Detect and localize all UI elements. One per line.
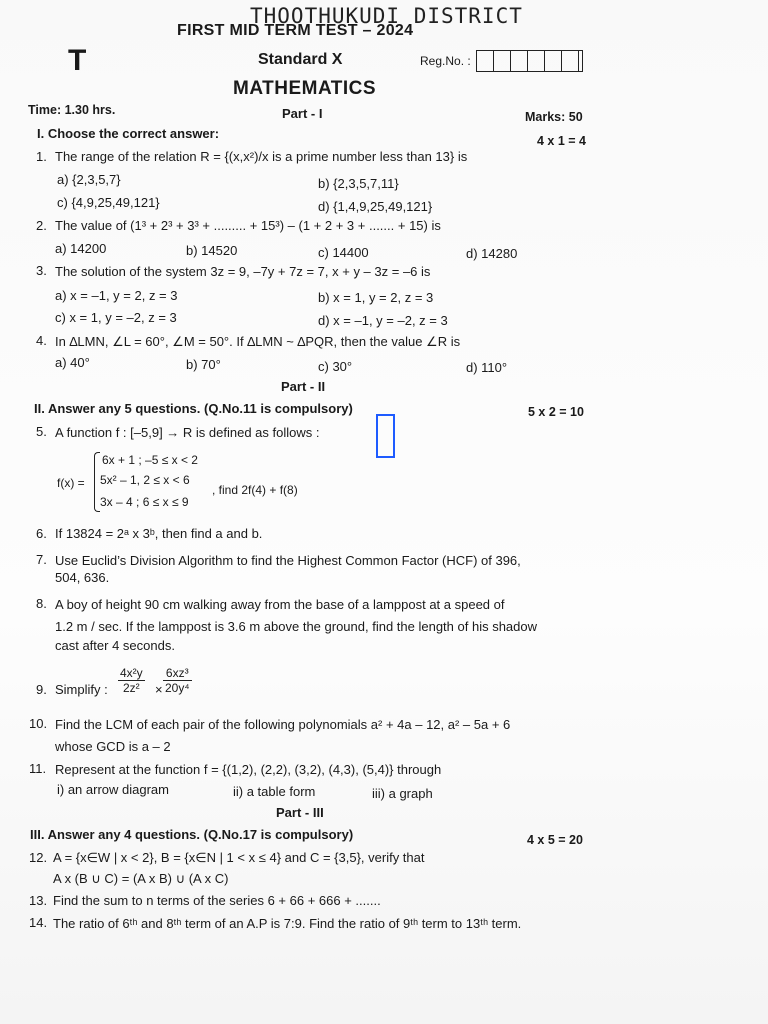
handwritten-district: THOOTHUKUDI DISTRICT — [250, 4, 523, 28]
question-text: Find the LCM of each pair of the following polynomials a² + 4a – 12, a² – 5a + 6 — [55, 717, 511, 732]
part1-instruction: I. Choose the correct answer: — [37, 126, 220, 141]
question-text: A boy of height 90 cm walking away from the base of a lamppost at a speed of — [55, 597, 505, 612]
question-text: The value of (1³ + 2³ + 3³ + ......... + 15³) – (1 + 2 + 3 + ....... + 15) is — [55, 218, 441, 233]
fraction-numerator: 6xz³ — [163, 666, 192, 681]
option-d: d) 14280 — [466, 246, 518, 261]
part2-title: Part - II — [281, 379, 326, 394]
option-d: d) {1,4,9,25,49,121} — [318, 199, 433, 214]
question-number: 4. — [36, 333, 47, 348]
question-number: 1. — [36, 149, 47, 164]
question-number: 6. — [36, 526, 47, 541]
option-c: c) {4,9,25,49,121} — [57, 195, 160, 210]
times-sign: × — [155, 682, 163, 697]
question-text: The solution of the system 3z = 9, –7y + 7z = 7, x + y – 3z = –6 is — [55, 264, 431, 279]
option-b: b) {2,3,5,7,11} — [318, 176, 399, 191]
part1-marks: 4 x 1 = 4 — [537, 134, 586, 148]
marks-label: Marks: 50 — [525, 110, 583, 124]
time-label: Time: 1.30 hrs. — [28, 103, 116, 117]
question-number: 7. — [36, 552, 47, 567]
sub-option-iii: iii) a graph — [372, 786, 433, 801]
reg-no-label: Reg.No. : — [420, 54, 471, 68]
part3-title: Part - III — [276, 805, 324, 820]
question-text: A function f : [–5,9] → R is defined as follows : — [55, 425, 320, 440]
question-text-cont: A x (B ∪ C) = (A x B) ∪ (A x C) — [53, 871, 229, 886]
question-number: 3. — [36, 263, 47, 278]
part2-instruction: II. Answer any 5 questions. (Q.No.11 is compulsory) — [34, 401, 353, 416]
sub-option-i: i) an arrow diagram — [57, 782, 169, 797]
piecewise-case: 6x + 1 ; –5 ≤ x < 2 — [102, 453, 198, 467]
option-d: d) 110° — [466, 360, 508, 375]
question-number: 14. — [29, 915, 48, 930]
question-text: The ratio of 6ᵗʰ and 8ᵗʰ term of an A.P is 7:9. Find the ratio of 9ᵗʰ term to 13ᵗʰ term. — [53, 916, 522, 931]
piecewise-tail: , find 2f(4) + f(8) — [212, 483, 298, 497]
question-number: 13. — [29, 893, 48, 908]
question-number: 5. — [36, 424, 47, 439]
sub-option-ii: ii) a table form — [233, 784, 316, 799]
question-text-cont: whose GCD is a – 2 — [55, 739, 171, 754]
option-a: a) 40° — [55, 355, 90, 370]
question-number: 8. — [36, 596, 47, 611]
piecewise-case: 3x – 4 ; 6 ≤ x ≤ 9 — [100, 495, 189, 509]
fraction-denominator: 2z² — [123, 681, 140, 695]
option-a: a) x = –1, y = 2, z = 3 — [55, 288, 178, 303]
part3-instruction: III. Answer any 4 questions. (Q.No.17 is compulsory) — [30, 827, 354, 842]
option-a: a) {2,3,5,7} — [57, 172, 121, 187]
question-text: The range of the relation R = {(x,x²)/x is a prime number less than 13} is — [55, 149, 468, 164]
option-b: b) x = 1, y = 2, z = 3 — [318, 290, 434, 305]
question-text: In ∆LMN, ∠L = 60°, ∠M = 50°. If ∆LMN ~ ∆PQR, then the value ∠R is — [55, 334, 461, 349]
option-b: b) 70° — [186, 357, 221, 372]
fraction-2 — [163, 666, 192, 695]
question-text: Simplify : — [55, 682, 108, 697]
question-text: Find the sum to n terms of the series 6 + 66 + 666 + ....... — [53, 893, 381, 908]
question-number: 9. — [36, 682, 47, 697]
fraction-numerator: 4x²y — [120, 666, 143, 680]
question-text: Use Euclid’s Division Algorithm to find the Highest Common Factor (HCF) of 396, — [55, 553, 521, 568]
question-text: If 13824 = 2ᵃ x 3ᵇ, then find a and b. — [55, 526, 263, 541]
question-text-cont: cast after 4 seconds. — [55, 638, 175, 653]
series-code: T — [68, 44, 87, 77]
option-c: c) 14400 — [318, 245, 369, 260]
question-number: 12. — [29, 850, 48, 865]
question-text: Represent at the function f = {(1,2), (2,2), (3,2), (4,3), (5,4)} through — [55, 762, 442, 777]
fraction-1 — [118, 666, 145, 695]
option-c: c) 30° — [318, 359, 353, 374]
question-text: A = {x∈W | x < 2}, B = {x∈N | 1 < x ≤ 4} and C = {3,5}, verify that — [53, 850, 425, 865]
exam-title: FIRST MID TERM TEST – 2024 — [177, 22, 414, 39]
option-a: a) 14200 — [55, 241, 107, 256]
question-text-cont: 504, 636. — [55, 570, 110, 585]
option-d: d) x = –1, y = –2, z = 3 — [318, 313, 448, 328]
question-number: 11. — [29, 761, 47, 776]
piecewise-case: 5x² – 1, 2 ≤ x < 6 — [100, 473, 190, 487]
text-cursor-marker — [376, 414, 395, 458]
question-text-cont: 1.2 m / sec. If the lamppost is 3.6 m above the ground, find the length of his shadow — [55, 619, 538, 634]
standard-label: Standard X — [258, 51, 343, 68]
option-b: b) 14520 — [186, 243, 238, 258]
piecewise-fx: f(x) = — [57, 476, 85, 490]
question-number: 2. — [36, 218, 47, 233]
subject-title: MATHEMATICS — [233, 78, 377, 99]
part3-marks: 4 x 5 = 20 — [527, 833, 583, 847]
fraction-denominator: 20y⁴ — [165, 681, 190, 695]
question-number: 10. — [29, 716, 48, 731]
part2-marks: 5 x 2 = 10 — [528, 405, 584, 419]
option-c: c) x = 1, y = –2, z = 3 — [55, 310, 177, 325]
part1-title: Part - I — [282, 106, 323, 121]
reg-no-boxes[interactable] — [476, 50, 583, 72]
